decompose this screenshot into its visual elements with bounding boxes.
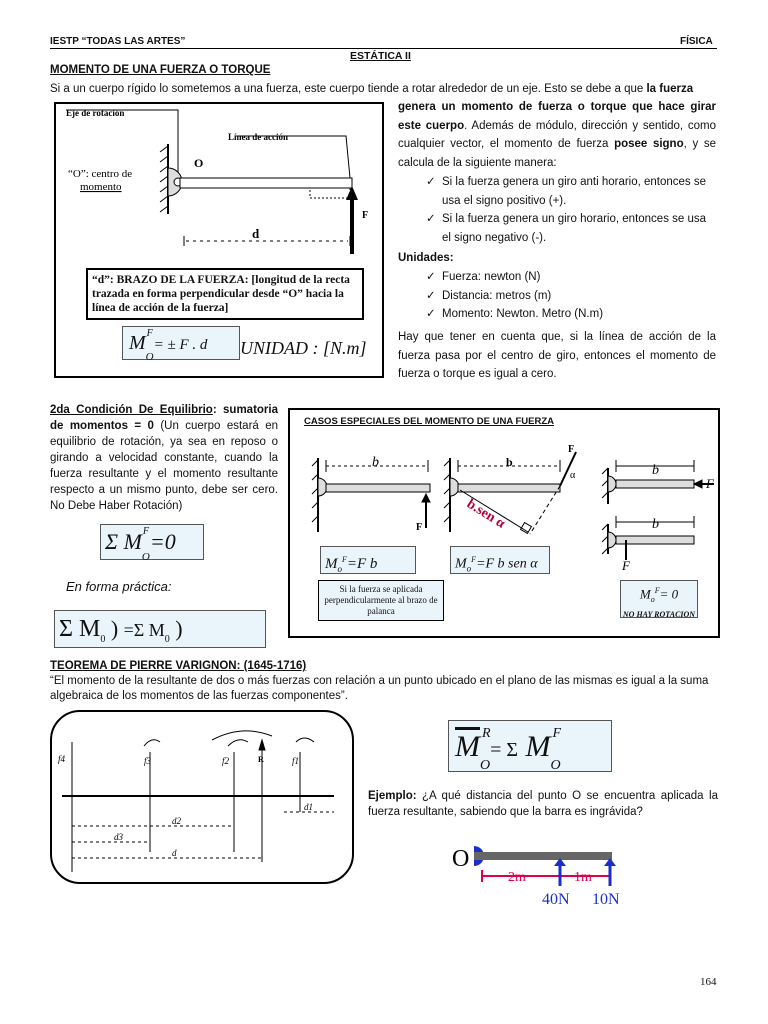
case-c-sub: o bbox=[650, 594, 655, 604]
moment-formula bbox=[122, 326, 240, 363]
lever-arm-caption bbox=[86, 268, 364, 320]
section-title-momento: MOMENTO DE UNA FUERZA O TORQUE bbox=[50, 64, 271, 76]
intro-text: Si a un cuerpo rígido lo sometemos a una fuerza, este cuerpo tiende a rotar alrededor de un eje. Esto se debe a que bbox=[50, 83, 644, 95]
vf-eq: = Σ bbox=[490, 739, 519, 761]
o-point-label: O bbox=[194, 156, 204, 170]
eq-sup: F bbox=[142, 526, 150, 537]
pf-sub: 0 bbox=[100, 633, 106, 645]
varignon-d1: d1 bbox=[304, 802, 313, 812]
eq-sum-m: Σ M bbox=[105, 529, 142, 554]
varignon-d3: d3 bbox=[114, 832, 123, 842]
case-a-b-label: b bbox=[372, 455, 379, 470]
example-dist1: 2m bbox=[508, 870, 526, 885]
case-c-sup: F bbox=[654, 586, 660, 595]
case-a-sub: o bbox=[337, 564, 342, 574]
formula-sup: F bbox=[146, 328, 153, 339]
case-c2-b-label: b bbox=[652, 517, 659, 532]
equilibrium-body: (Un cuerpo estará en equilibrio de rotación, ya sea en reposo o girando a velocidad constante, cuando la fuerza resultante y el momento resultante respecto a un mismo punto, debe ser cero. No Debe Haber Rotación) bbox=[50, 420, 278, 512]
varignon-diagram bbox=[52, 712, 352, 882]
case-b-sub: o bbox=[466, 563, 472, 574]
varignon-formula bbox=[448, 720, 612, 772]
formula-sub: O bbox=[145, 351, 154, 363]
axis-label: Eje de rotación bbox=[66, 108, 125, 118]
caption-bold: “d”: BRAZO DE LA FUERZA bbox=[92, 274, 245, 286]
practical-label: En forma práctica: bbox=[66, 579, 172, 594]
case-b-formula bbox=[450, 546, 550, 574]
page-number: 164 bbox=[700, 976, 717, 988]
case-c-b-label: b bbox=[652, 463, 659, 478]
case-a-m: M bbox=[325, 556, 338, 572]
special-cases-box bbox=[288, 408, 720, 638]
distance-label: d bbox=[252, 226, 260, 241]
case-a-sup: F bbox=[342, 555, 347, 564]
action-line-label: Línea de acción bbox=[228, 132, 288, 142]
case-b-bsen-label: b.sen α bbox=[463, 496, 508, 532]
vf-sub: O bbox=[480, 758, 491, 773]
varignon-diagram-box bbox=[50, 710, 354, 884]
varignon-d: d bbox=[172, 848, 177, 858]
example-dist2: 1m bbox=[574, 870, 592, 885]
example-o-label: O bbox=[452, 846, 470, 872]
header-school: IESTP “TODAS LAS ARTES” bbox=[50, 36, 186, 47]
pf-left: Σ M bbox=[59, 616, 101, 642]
case-a-rhs: =F b bbox=[346, 556, 378, 572]
example-diagram bbox=[440, 834, 630, 914]
sign-list bbox=[420, 173, 716, 247]
case-b-b-label: b bbox=[506, 455, 513, 469]
pf-sub2: 0 bbox=[164, 633, 170, 645]
varignon-f2: f2 bbox=[222, 756, 230, 766]
equilibrium-title: 2da Condición De Equilibrio bbox=[50, 404, 213, 416]
varignon-title: TEOREMA DE PIERRE VARIGNON: (1645-1716) bbox=[50, 660, 307, 672]
sign-item: ✓ Si la fuerza genera un giro anti horario, entonces se usa el signo positivo (+). bbox=[420, 173, 716, 210]
case-c-rhs: = 0 bbox=[659, 586, 679, 602]
document-title: ESTÁTICA II bbox=[350, 50, 411, 62]
unit-item: ✓ Distancia: metros (m) bbox=[420, 287, 716, 306]
varignon-f1: f1 bbox=[292, 756, 300, 766]
vf-sub2: O bbox=[550, 758, 561, 773]
moment-explanation bbox=[398, 98, 716, 172]
explanation-sign: posee signo bbox=[614, 138, 684, 150]
explanation-text-2: , y se calcula de la siguiente manera: bbox=[398, 138, 716, 169]
eq-rhs: =0 bbox=[149, 529, 176, 554]
case-c-m: M bbox=[639, 586, 651, 602]
header-subject: FÍSICA bbox=[680, 36, 713, 47]
vf-sup: R bbox=[482, 726, 491, 741]
intro-line bbox=[50, 80, 715, 99]
example-force2: 10N bbox=[592, 891, 620, 908]
caption-rest: : [longitud de la recta trazada en forma perpendicular desde “O” hacia la línea de acción de la fuerza] bbox=[92, 274, 350, 314]
vf-m: $\overline{M}$ bbox=[455, 730, 480, 763]
case-b-f-label: F bbox=[568, 444, 575, 455]
equilibrium-paragraph bbox=[50, 402, 278, 514]
case-b-m: M bbox=[455, 556, 467, 572]
example-force1: 40N bbox=[542, 891, 570, 908]
units-title: Unidades: bbox=[398, 252, 454, 264]
explanation-text: . Además de módulo, dirección y sentido, como cualquier vector, el momento de fuerza bbox=[398, 119, 716, 150]
case-b-alpha: α bbox=[570, 470, 576, 481]
case-a-f-label: F bbox=[416, 522, 423, 533]
case-c2-f-label: F bbox=[622, 558, 630, 573]
varignon-d2: d2 bbox=[172, 816, 181, 826]
varignon-body: “El momento de la resultante de dos o más fuerzas con relación a un punto ubicado en el plano de las mismas es igual a la suma algebraica de los momentos de las fuerzas componentes”. bbox=[50, 675, 709, 702]
special-cases-title: CASOS ESPECIALES DEL MOMENTO DE UNA FUERZA bbox=[304, 416, 555, 427]
center-label-2: momento bbox=[80, 181, 122, 193]
vf-m2: M bbox=[525, 730, 551, 763]
sign-item: ✓ Si la fuerza genera un giro horario, entonces se usa el signo negativo (-). bbox=[420, 210, 716, 247]
figure-moment-diagram bbox=[54, 102, 384, 378]
intro-bold: la fuerza bbox=[646, 83, 694, 95]
eq-sub: O bbox=[141, 551, 150, 564]
unit-item: ✓ Momento: Newton. Metro (N.m) bbox=[420, 305, 716, 324]
case-a-note: Si la fuerza se aplicada perpendicularmente al brazo de palanca bbox=[318, 580, 444, 621]
case-c-formula bbox=[620, 580, 698, 618]
equilibrium-title-rest: : sumatoria de momentos = 0 bbox=[50, 404, 278, 432]
case-b-sup: F bbox=[471, 555, 477, 564]
closing-paragraph: Hay que tener en cuenta que, si la línea de acción de la fuerza pasa por el centro de giro, entonces el momento de fuerza o torque es igual a cero. bbox=[398, 331, 716, 380]
example-label: Ejemplo: bbox=[368, 790, 417, 802]
equilibrium-formula bbox=[100, 524, 204, 564]
formula-rhs: = ± F . d bbox=[153, 337, 208, 353]
case-c-f-label: F bbox=[706, 476, 714, 491]
center-label-1: “O”: centro de bbox=[68, 168, 133, 180]
case-a-formula bbox=[320, 546, 416, 574]
unit-text: UNIDAD : [N.m] bbox=[240, 338, 367, 358]
explanation-bold: genera un momento de fuerza o torque que hace girar este cuerpo bbox=[398, 101, 716, 132]
unit-item: ✓ Fuerza: newton (N) bbox=[420, 268, 716, 287]
formula-m: M bbox=[129, 332, 146, 354]
pf-mid: =Σ M bbox=[123, 620, 165, 640]
case-c-note: NO HAY ROTACION bbox=[622, 609, 696, 619]
force-label: F bbox=[362, 210, 369, 221]
varignon-r: R bbox=[258, 755, 264, 764]
varignon-f3: f3 bbox=[144, 756, 152, 766]
practical-formula: Σ $M_0$ ) =Σ $M_0$ ) bbox=[54, 610, 266, 648]
case-b-rhs: =F b sen α bbox=[476, 556, 538, 572]
example-question: ¿A qué distancia del punto O se encuentra aplicada la fuerza resultante, sabiendo que la barra es ingrávida? bbox=[368, 790, 718, 818]
vf-sup2: F bbox=[552, 726, 562, 741]
example-text bbox=[368, 788, 718, 820]
varignon-f4: f4 bbox=[58, 754, 66, 764]
header-rule bbox=[50, 48, 717, 49]
units-list bbox=[420, 268, 716, 324]
